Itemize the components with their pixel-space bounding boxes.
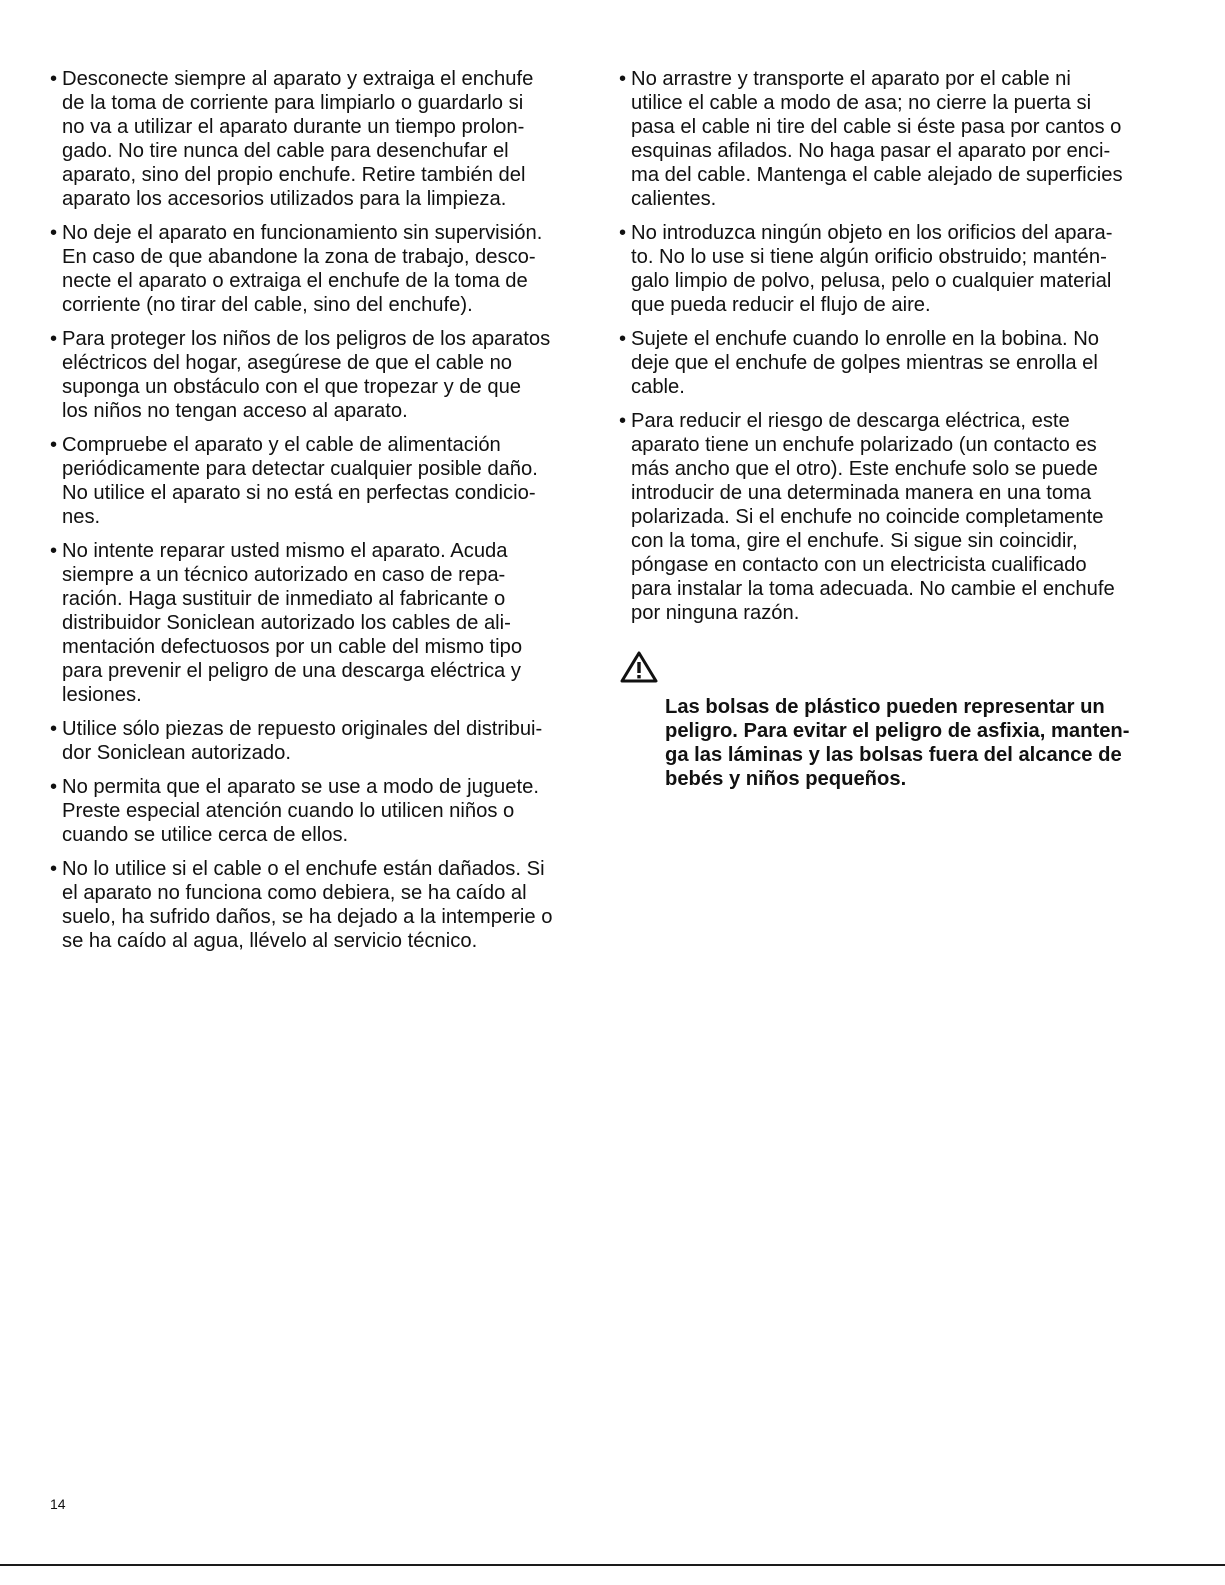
right-column	[619, 67, 1174, 791]
bullet-dot: •	[50, 718, 58, 740]
warning-text: Las bolsas de plástico pueden representar un peligro. Para evitar el peligro de asfixia, manten- ga las láminas y las bolsas fuera del alcance de bebés y niños pequeños.	[665, 696, 1130, 790]
list-item	[50, 539, 596, 707]
list-item-text: Para proteger los niños de los peligros de los aparatos eléctricos del hogar, asegúrese de que el cable no suponga un obstáculo con el que tropezar y de que los niños no tengan acceso al aparato.	[62, 328, 551, 422]
plastic-bag-warning	[619, 647, 1174, 791]
list-item	[619, 327, 1174, 399]
list-item-text: Compruebe el aparato y el cable de alimentación periódicamente para detectar cualquier posible daño. No utilice el aparato si no está en perfectas condicio- nes.	[62, 434, 538, 528]
bullet-dot: •	[619, 328, 627, 350]
page-bottom-rule	[0, 1564, 1225, 1566]
list-item	[619, 221, 1174, 317]
list-item	[50, 775, 596, 847]
list-item-text: Para reducir el riesgo de descarga eléctrica, este aparato tiene un enchufe polarizado (un contacto es más ancho que el otro). Este enchufe solo se puede introducir de una determinada manera en una toma polarizada. Si el enchufe no coincide completamente con la toma, gire el enchufe. Si sigue sin coincidir, póngase en contacto con un electricista cualificado para instalar la toma adecuada. No cambie el enchufe por ninguna razón.	[631, 410, 1115, 624]
list-item	[50, 717, 596, 765]
list-item-text: No arrastre y transporte el aparato por el cable ni utilice el cable a modo de asa; no cierre la puerta si pasa el cable ni tire del cable si éste pasa por cantos o esquinas afilados. No haga pasar el aparato por enci- ma del cable. Mantenga el cable alejado de superficies calientes.	[631, 68, 1123, 210]
bullet-dot: •	[50, 222, 58, 244]
list-item	[50, 433, 596, 529]
list-item-text: No permita que el aparato se use a modo de juguete. Preste especial atención cuando lo utilicen niños o cuando se utilice cerca de ellos.	[62, 776, 539, 846]
page-number: 14	[50, 1496, 66, 1512]
list-item-text: No lo utilice si el cable o el enchufe están dañados. Si el aparato no funciona como debiera, se ha caído al suelo, ha sufrido daños, se ha dejado a la intemperie o se ha caído al agua, llévelo al servicio técnico.	[62, 858, 553, 952]
bullet-dot: •	[50, 776, 58, 798]
list-item	[50, 221, 596, 317]
bullet-dot: •	[50, 540, 58, 562]
list-item-text: No introduzca ningún objeto en los orificios del apara- to. No lo use si tiene algún orificio obstruido; mantén- galo limpio de polvo, pelusa, pelo o cualquier material que pueda reducir el flujo de aire.	[631, 222, 1113, 316]
list-item	[50, 327, 596, 423]
list-item	[619, 409, 1174, 625]
left-column	[50, 67, 596, 963]
bullet-dot: •	[50, 68, 58, 90]
list-item	[50, 857, 596, 953]
bullet-dot: •	[50, 328, 58, 350]
bullet-dot: •	[50, 434, 58, 456]
warning-triangle-icon	[619, 650, 659, 684]
list-item-text: No intente reparar usted mismo el aparato. Acuda siempre a un técnico autorizado en caso de repa- ración. Haga sustituir de inmediato al fabricante o distribuidor Soniclean autorizado los cables de ali- mentación defectuosos por un cable del mismo tipo para prevenir el peligro de una descarga eléctrica y lesiones.	[62, 540, 523, 706]
list-item	[50, 67, 596, 211]
list-item-text: Utilice sólo piezas de repuesto originales del distribui- dor Soniclean autorizado.	[62, 718, 543, 764]
bullet-dot: •	[619, 410, 627, 432]
list-item-text: Sujete el enchufe cuando lo enrolle en la bobina. No deje que el enchufe de golpes mientras se enrolla el cable.	[631, 328, 1100, 398]
list-item-text: No deje el aparato en funcionamiento sin supervisión. En caso de que abandone la zona de trabajo, desco- necte el aparato o extraiga el enchufe de la toma de corriente (no tirar del cable, sino del enchufe).	[62, 222, 543, 316]
bullet-dot: •	[619, 222, 627, 244]
list-item	[619, 67, 1174, 211]
bullet-dot: •	[619, 68, 627, 90]
bullet-dot: •	[50, 858, 58, 880]
list-item-text: Desconecte siempre al aparato y extraiga el enchufe de la toma de corriente para limpiarlo o guardarlo si no va a utilizar el aparato durante un tiempo prolon- gado. No tire nunca del cable para desenchufar el aparato, sino del propio enchufe. Retire también del aparato los accesorios utilizados para la limpieza.	[62, 68, 534, 210]
